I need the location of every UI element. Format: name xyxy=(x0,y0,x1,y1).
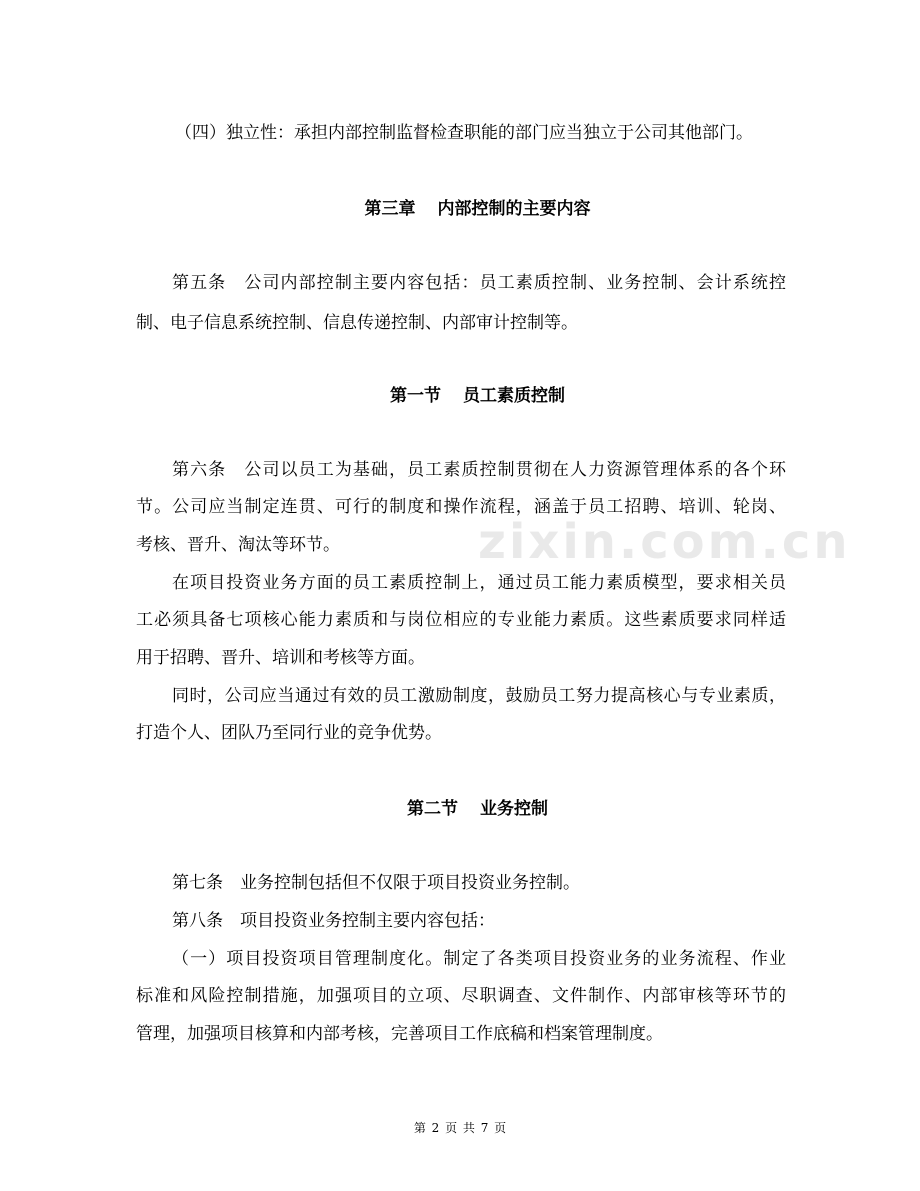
section-2-title: 业务控制 xyxy=(480,799,548,819)
project-staff-line-3: 用于招聘、晋升、培训和考核等方面。 xyxy=(136,648,425,668)
article-6-line-2: 节。公司应当制定连贯、可行的制度和操作流程，涵盖于员工招聘、培训、轮岗、 xyxy=(136,497,786,517)
incentive-line-1: 同时，公司应当通过有效的员工激励制度，鼓励员工努力提高核心与专业素质， xyxy=(172,686,786,706)
chapter-number: 第三章 xyxy=(364,199,416,219)
article-6-line-3: 考核、晋升、淘汰等环节。 xyxy=(136,535,340,555)
section-1-heading xyxy=(0,386,920,406)
article-7: 第七条 业务控制包括但不仅限于项目投资业务控制。 xyxy=(172,873,580,893)
chapter-heading xyxy=(0,199,920,219)
project-staff-line-1: 在项目投资业务方面的员工素质控制上，通过员工能力素质模型，要求相关员 xyxy=(172,573,786,593)
section-2-heading xyxy=(0,799,920,819)
watermark: zixin.com.cn xyxy=(478,514,851,570)
section-2-number: 第二节 xyxy=(407,799,458,819)
section-1-number: 第一节 xyxy=(390,386,441,406)
article-8: 第八条 项目投资业务控制主要内容包括： xyxy=(172,911,495,931)
item-1-line-2: 标准和风险控制措施，加强项目的立项、尽职调查、文件制作、内部审核等环节的 xyxy=(136,986,786,1006)
project-staff-line-2: 工必须具备七项核心能力素质和与岗位相应的专业能力素质。这些素质要求同样适 xyxy=(136,610,786,630)
page-footer: 第 2 页 共 7 页 xyxy=(413,1121,507,1135)
article-5-line-2: 制、电子信息系统控制、信息传递控制、内部审计控制等。 xyxy=(136,313,578,333)
item-1-line-3: 管理，加强项目核算和内部考核，完善项目工作底稿和档案管理制度。 xyxy=(136,1024,663,1044)
incentive-line-2: 打造个人、团队乃至同行业的竞争优势。 xyxy=(136,723,442,743)
article-5-line-1: 第五条 公司内部控制主要内容包括：员工素质控制、业务控制、会计系统控 xyxy=(172,273,786,293)
article-6-line-1: 第六条 公司以员工为基础，员工素质控制贯彻在人力资源管理体系的各个环 xyxy=(172,460,786,480)
paragraph-independence: （四）独立性：承担内部控制监督检查职能的部门应当独立于公司其他部门。 xyxy=(175,123,753,143)
item-1-line-1: （一）项目投资项目管理制度化。制定了各类项目投资业务的业务流程、作业 xyxy=(172,949,786,969)
section-1-title: 员工素质控制 xyxy=(463,386,565,406)
chapter-title: 内部控制的主要内容 xyxy=(437,199,591,219)
